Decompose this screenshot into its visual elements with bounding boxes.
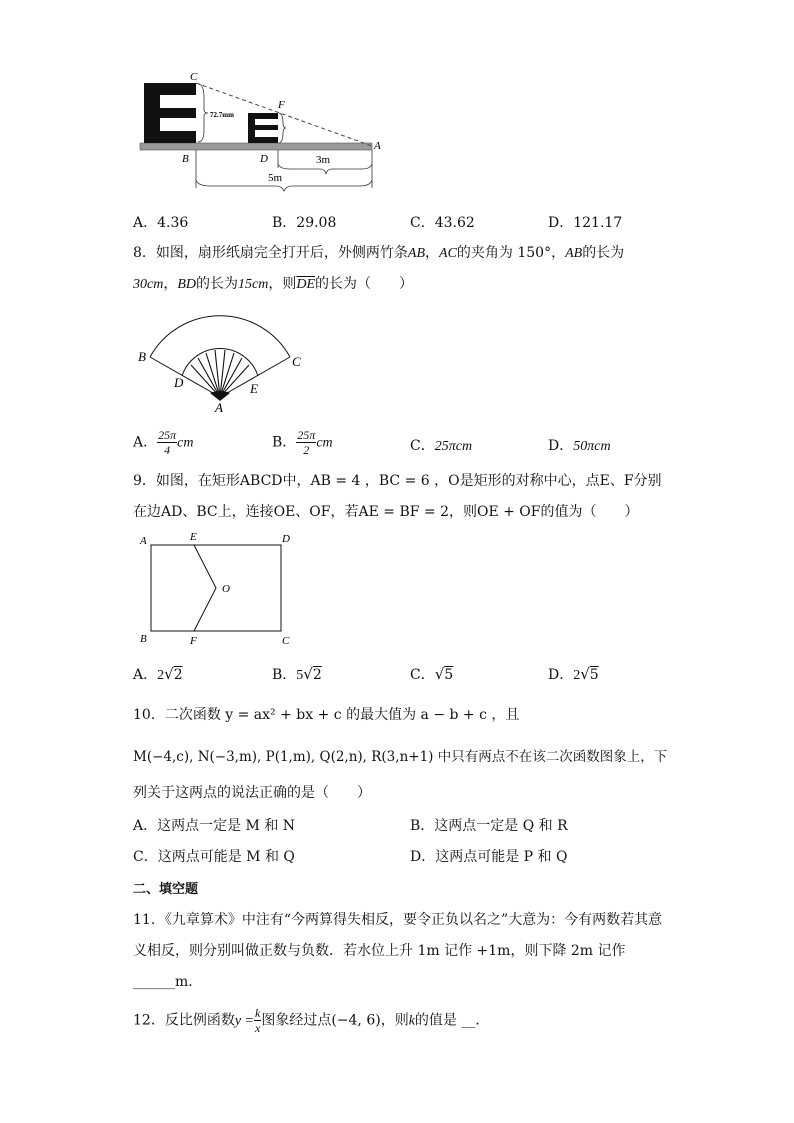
- height-brace: [198, 84, 208, 142]
- ground-bar: [140, 143, 372, 150]
- figure-9-rectangle: [134, 528, 304, 648]
- q8-option-b[interactable]: B． $\frac{25\pi}{2}$ cm: [272, 428, 333, 457]
- label-o: O: [222, 583, 230, 595]
- brace-5m: [196, 180, 372, 191]
- fan-outer-arc: [150, 316, 290, 357]
- label-c: C: [292, 354, 301, 369]
- segments-oe-of: [194, 545, 216, 631]
- q7-option-b[interactable]: B．29.08: [272, 215, 337, 231]
- q7-option-d[interactable]: D．121.17: [548, 215, 623, 231]
- q9-option-a[interactable]: A．2√2: [133, 665, 183, 683]
- q9-line-2: 在边AD、BC上，连接OE、OF，若AE = BF = 2，则OE + OF的值为（ ）: [133, 504, 639, 520]
- big-letter-e: [144, 83, 196, 143]
- q9-line-1: 9．如图，在矩形ABCD中，AB = 4 ，BC = 6 ，O是矩形的对称中心，点E、F分别: [133, 473, 662, 489]
- q10-line-1: 10．二次函数 y = ax² + bx + c 的最大值为 a − b + c ，且: [133, 707, 520, 723]
- label-a: A: [374, 140, 381, 152]
- label-d: D: [174, 375, 184, 390]
- q10-option-d[interactable]: D．这两点可能是 P 和 Q: [410, 849, 568, 865]
- q10-option-a[interactable]: A．这两点一定是 M 和 N: [133, 818, 296, 834]
- label-f: F: [278, 99, 285, 111]
- section-heading-fill-in: 二、填空题: [133, 882, 199, 897]
- label-d: D: [260, 153, 268, 165]
- q11-line-1: 11．《九章算术》中注有“今两算得失相反，要令正负以名之”大意为：今有两数若其意: [133, 912, 663, 928]
- label-b: B: [182, 153, 189, 165]
- fan-ribs: [191, 350, 249, 397]
- label-b: B: [140, 633, 147, 645]
- q8-option-d[interactable]: D．50πcm: [548, 438, 611, 454]
- figure-7-shadow-diagram: [130, 68, 400, 198]
- q10-line-2: M(−4,c), N(−3,m), P(1,m), Q(2,n), R(3,n+1) 中只有两点不在该二次函数图象上，下: [133, 749, 668, 765]
- q12-line: 12．反比例函数y = $\frac{k}{x}$ 图象经过点(−4, 6)，则k的值是 __．: [133, 1006, 490, 1035]
- height-label: 72.7mm: [210, 111, 234, 119]
- q10-option-c[interactable]: C．这两点可能是 M 和 Q: [133, 849, 295, 865]
- small-height-brace: [279, 113, 286, 143]
- label-5m: 5m: [268, 172, 283, 184]
- q8-line-2: 30cm，BD的长为15cm，则$\overline{DE}$的长为（ ）: [133, 276, 413, 292]
- q8-line-1: 8．如图，扇形纸扇完全打开后，外侧两竹条AB，AC的夹角为 150°，AB的长为: [133, 245, 625, 261]
- q9-option-c[interactable]: C．√5: [410, 665, 454, 683]
- q7-option-c[interactable]: C．43.62: [410, 215, 475, 231]
- figure-8-fan: [130, 305, 310, 415]
- q10-line-3: 列关于这两点的说法正确的是（ ）: [133, 785, 371, 801]
- label-c: C: [282, 635, 290, 647]
- q12-answer-blank[interactable]: __．: [461, 1012, 490, 1029]
- q11-line-3: ______m．: [133, 974, 203, 990]
- label-a: A: [140, 535, 147, 547]
- label-e: E: [250, 381, 258, 396]
- label-d: D: [282, 533, 290, 545]
- q9-option-d[interactable]: D．2√5: [548, 665, 599, 683]
- label-f: F: [190, 635, 197, 647]
- q11-line-2: 义相反，则分别叫做正数与负数．若水位上升 1m 记作 +1m，则下降 2m 记作: [133, 943, 626, 959]
- small-letter-e: [248, 113, 278, 143]
- q7-option-a[interactable]: A．4.36: [133, 215, 189, 231]
- label-b: B: [138, 349, 146, 364]
- q10-option-b[interactable]: B．这两点一定是 Q 和 R: [410, 818, 568, 834]
- label-3m: 3m: [316, 154, 331, 166]
- q9-option-b[interactable]: B．5√2: [272, 665, 322, 683]
- label-c: C: [190, 71, 198, 83]
- label-a: A: [215, 400, 223, 415]
- q8-option-c[interactable]: C．25πcm: [410, 438, 473, 454]
- label-e: E: [190, 531, 197, 543]
- q11-answer-blank[interactable]: ______: [133, 974, 175, 990]
- fan-inner-arc: [182, 348, 258, 376]
- q8-option-a[interactable]: A． $\frac{25\pi}{4}$ cm: [133, 428, 194, 457]
